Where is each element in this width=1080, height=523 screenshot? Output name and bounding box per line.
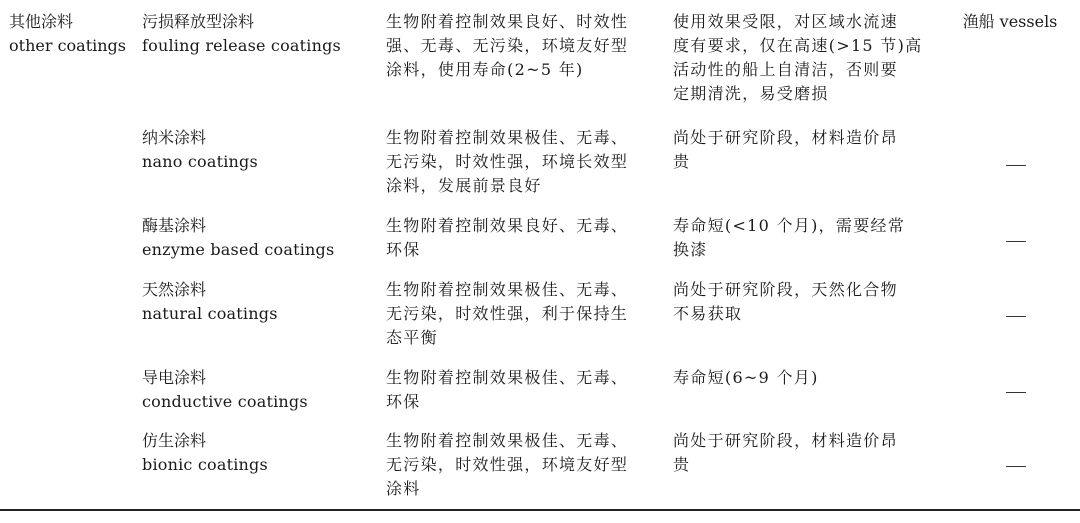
coating-type-en: nano coatings (142, 152, 258, 171)
disadvantages-cell (673, 214, 935, 262)
coating-type-en: fouling release coatings (142, 36, 341, 55)
advantages-line: 涂料，发展前景良好 (386, 176, 542, 195)
advantages-line: 生物附着控制效果良好、时效性 (386, 12, 629, 31)
coating-type-cell (142, 214, 377, 262)
advantages-line: 强、无毒、无污染，环境友好型 (386, 36, 629, 55)
advantages-line: 生物附着控制效果极佳、无毒、 (386, 431, 629, 450)
advantages-line: 无污染，时效性强，环境长效型 (386, 152, 629, 171)
disadvantages-line: 尚处于研究阶段，材料造价昂 (673, 128, 898, 147)
disadvantages-line: 活动性的船上自清洁，否则要 (673, 60, 898, 79)
advantages-line: 涂料 (386, 479, 421, 498)
disadvantages-line: 贵 (673, 455, 691, 474)
disadvantages-line: 尚处于研究阶段，天然化合物 (673, 280, 898, 299)
advantages-line: 生物附着控制效果良好、无毒、 (386, 216, 629, 235)
disadvantages-line: 不易获取 (673, 304, 743, 323)
disadvantages-cell (673, 429, 935, 477)
advantages-line: 无污染，时效性强，利于保持生 (386, 304, 629, 323)
disadvantages-line: 定期清洗，易受磨损 (673, 84, 829, 103)
category-cell (9, 10, 134, 58)
category-zh: 其他涂料 (9, 12, 74, 31)
coating-type-en: conductive coatings (142, 392, 308, 411)
coating-type-cell (142, 10, 377, 58)
advantages-cell (386, 366, 670, 414)
application-dash (1006, 392, 1026, 393)
disadvantages-cell (673, 278, 935, 326)
coating-type-cell (142, 366, 377, 414)
application-dash (1006, 165, 1026, 166)
category-en: other coatings (9, 36, 127, 55)
advantages-cell (386, 10, 670, 82)
table-bottom-rule (0, 509, 1080, 511)
advantages-line: 生物附着控制效果极佳、无毒、 (386, 280, 629, 299)
application-dash (1006, 316, 1026, 317)
advantages-line: 环保 (386, 240, 421, 259)
application-dash (1006, 241, 1026, 242)
advantages-cell (386, 278, 670, 350)
application-dash (1006, 466, 1026, 467)
coating-type-zh: 导电涂料 (142, 368, 207, 387)
coating-type-en: bionic coatings (142, 455, 268, 474)
coating-type-zh: 纳米涂料 (142, 128, 207, 147)
disadvantages-line: 尚处于研究阶段，材料造价昂 (673, 431, 898, 450)
coating-type-cell (142, 278, 377, 326)
advantages-line: 态平衡 (386, 328, 438, 347)
advantages-line: 涂料，使用寿命(2~5 年) (386, 60, 584, 79)
coating-type-zh: 仿生涂料 (142, 431, 207, 450)
coating-type-en: natural coatings (142, 304, 278, 323)
disadvantages-cell (673, 10, 935, 106)
disadvantages-cell (673, 366, 935, 390)
advantages-line: 无污染，时效性强，环境友好型 (386, 455, 629, 474)
advantages-cell (386, 126, 670, 198)
advantages-line: 生物附着控制效果极佳、无毒、 (386, 128, 629, 147)
coating-type-cell (142, 126, 377, 174)
disadvantages-line: 贵 (673, 152, 691, 171)
advantages-line: 生物附着控制效果极佳、无毒、 (386, 368, 629, 387)
coating-type-zh: 污损释放型涂料 (142, 12, 255, 31)
disadvantages-line: 换漆 (673, 240, 708, 259)
coating-type-cell (142, 429, 377, 477)
advantages-cell (386, 214, 670, 262)
disadvantages-line: 度有要求，仅在高速(>15 节)高 (673, 36, 923, 55)
disadvantages-line: 使用效果受限，对区域水流速 (673, 12, 898, 31)
disadvantages-line: 寿命短(6~9 个月) (673, 368, 819, 387)
advantages-line: 环保 (386, 392, 421, 411)
application-cell: 渔船 vessels (962, 12, 1058, 31)
disadvantages-line: 寿命短(<10 个月)，需要经常 (673, 216, 906, 235)
coating-type-zh: 天然涂料 (142, 280, 207, 299)
advantages-cell (386, 429, 670, 501)
disadvantages-cell (673, 126, 935, 174)
coating-type-en: enzyme based coatings (142, 240, 335, 259)
coating-type-zh: 酶基涂料 (142, 216, 207, 235)
